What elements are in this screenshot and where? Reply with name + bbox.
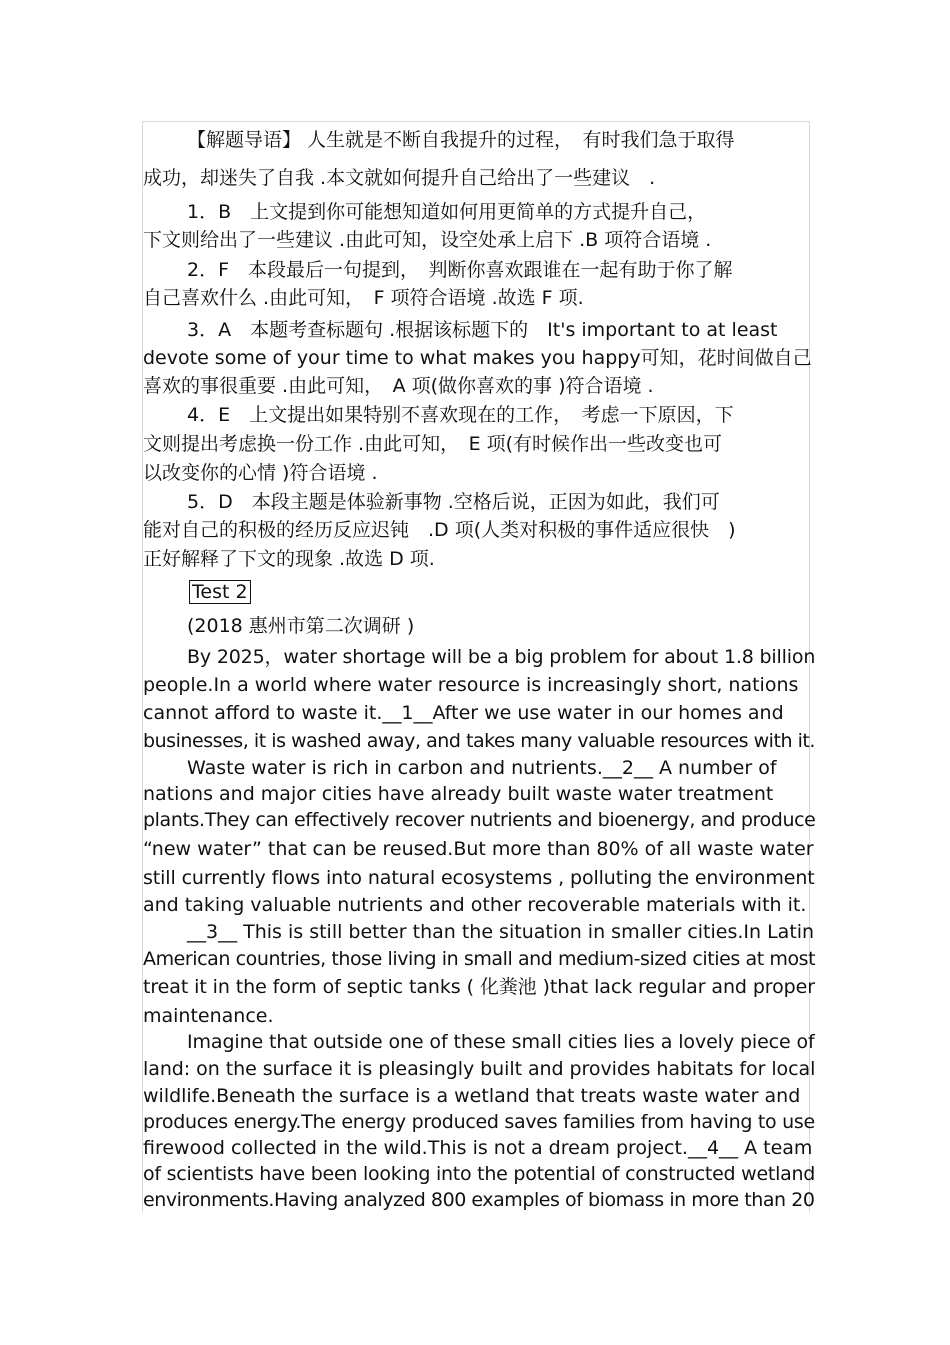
passage-line: of scientists have been looking into the potential of constructed wetland bbox=[143, 1163, 816, 1185]
passage-line: people.In a world where water resource is increasingly short, nations bbox=[143, 674, 799, 696]
analysis-item-line: 下文则给出了一些建议 .由此可知，设空处承上启下 .B 项符合语境 . bbox=[143, 229, 712, 251]
passage-line: wildlife.Beneath the surface is a wetland that treats waste water and bbox=[143, 1085, 801, 1107]
passage-line: produces energy.The energy produced saves families from having to use bbox=[143, 1111, 815, 1133]
analysis-item-line: 能对自己的积极的经历反应迟钝 .D 项(人类对积极的事件适应很快 ) bbox=[143, 519, 736, 541]
test-source: (2018 惠州市第二次调研 ) bbox=[187, 615, 415, 637]
analysis-intro-line: 【解题导语】 人生就是不断自我提升的过程， 有时我们急于取得 bbox=[187, 129, 735, 151]
passage-line: firewood collected in the wild.This is not a dream project.__4__ A team bbox=[143, 1137, 813, 1159]
passage-line: environments.Having analyzed 800 examples of biomass in more than 20 bbox=[143, 1189, 815, 1211]
passage-line: __3__ This is still better than the situation in smaller cities.In Latin bbox=[187, 921, 815, 943]
analysis-item-line: 自己喜欢什么 .由此可知， F 项符合语境 .故选 F 项. bbox=[143, 287, 584, 309]
passage-line: “new water” that can be reused.But more than 80% of all waste water bbox=[143, 838, 814, 860]
test-label bbox=[189, 580, 251, 604]
passage-line: American countries, those living in small and medium-sized cities at most bbox=[143, 948, 816, 970]
passage-line: Waste water is rich in carbon and nutrients.__2__ A number of bbox=[187, 757, 777, 779]
test-label-box: Test 2 bbox=[189, 580, 251, 604]
passage-line: nations and major cities have already built waste water treatment bbox=[143, 783, 774, 805]
passage-line: land: on the surface it is pleasingly built and provides habitats for local bbox=[143, 1058, 816, 1080]
passage-line: maintenance. bbox=[143, 1005, 274, 1027]
passage-line: cannot afford to waste it.__1__After we use water in our homes and bbox=[143, 702, 784, 724]
analysis-item-line: 文则提出考虑换一份工作 .由此可知， E 项(有时候作出一些改变也可 bbox=[143, 433, 723, 455]
analysis-item-line: 喜欢的事很重要 .由此可知， A 项(做你喜欢的事 )符合语境 . bbox=[143, 375, 654, 397]
analysis-item-line: 正好解释了下文的现象 .故选 D 项. bbox=[143, 548, 435, 570]
analysis-item-line: 1．B 上文提到你可能想知道如何用更简单的方式提升自己， bbox=[187, 201, 707, 223]
analysis-item-line: 5．D 本段主题是体验新事物 .空格后说，正因为如此，我们可 bbox=[187, 491, 720, 513]
analysis-item-line: 4．E 上文提出如果特别不喜欢现在的工作， 考虑一下原因，下 bbox=[187, 404, 734, 426]
passage-line: businesses, it is washed away, and takes many valuable resources with it. bbox=[143, 730, 815, 752]
analysis-item-line: devote some of your time to what makes you happy可知，花时间做自己 bbox=[143, 347, 812, 369]
passage-line: By 2025，water shortage will be a big problem for about 1.8 billion bbox=[187, 646, 816, 668]
passage-line: still currently flows into natural ecosystems , polluting the environment bbox=[143, 867, 815, 889]
passage-line: plants.They can effectively recover nutrients and bioenergy, and produce bbox=[143, 809, 816, 831]
passage-line: treat it in the form of septic tanks ( 化粪池 )that lack regular and proper bbox=[143, 976, 815, 998]
analysis-intro-line: 成功，却迷失了自我 .本文就如何提升自己给出了一些建议 . bbox=[143, 167, 656, 189]
passage-line: Imagine that outside one of these small cities lies a lovely piece of bbox=[187, 1031, 815, 1053]
passage-line: and taking valuable nutrients and other recoverable materials with it. bbox=[143, 894, 807, 916]
analysis-item-line: 3．A 本题考查标题句 .根据该标题下的 It's important to at least bbox=[187, 319, 778, 341]
analysis-item-line: 2．F 本段最后一句提到， 判断你喜欢跟谁在一起有助于你了解 bbox=[187, 259, 733, 281]
analysis-item-line: 以改变你的心情 )符合语境 . bbox=[143, 462, 378, 484]
